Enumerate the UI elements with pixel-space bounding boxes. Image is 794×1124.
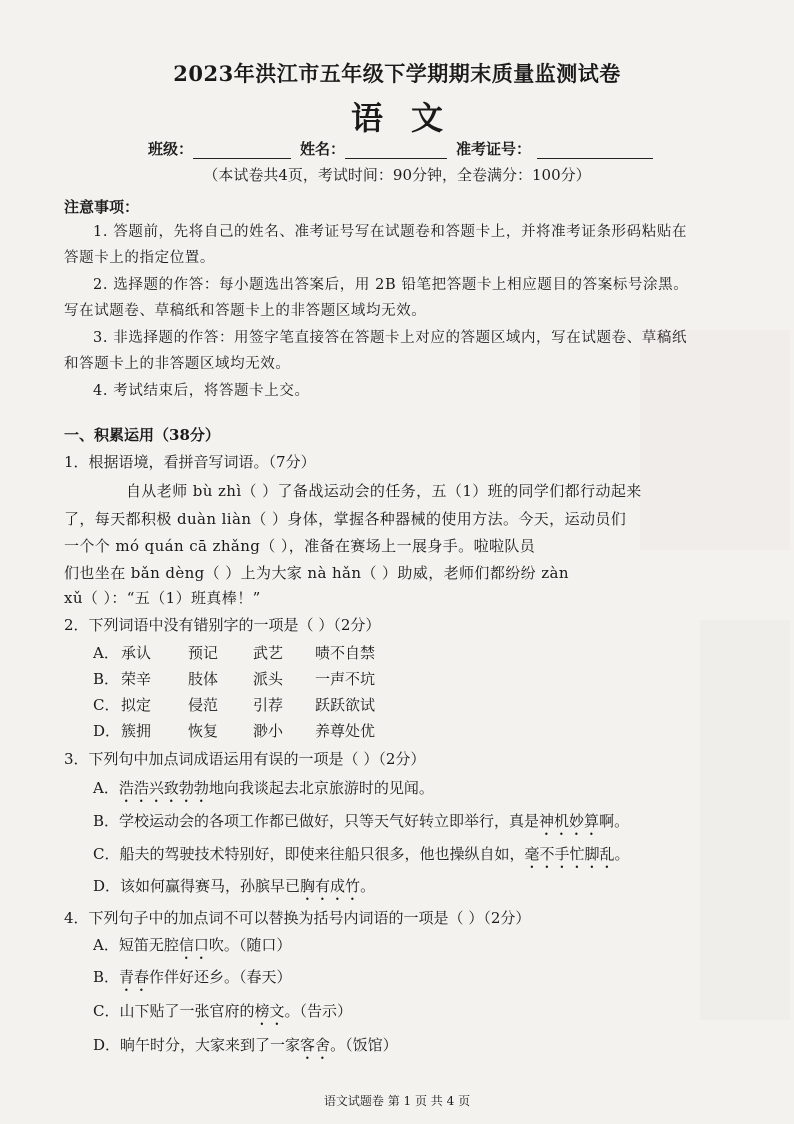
question-2-option-a xyxy=(93,642,793,664)
question-1-stem: 1．根据语境，看拼音写词语。（7分） xyxy=(64,453,316,471)
option-label: A． xyxy=(93,644,119,662)
option-label: A． xyxy=(93,779,119,797)
option-text: 短笛无腔 xyxy=(118,936,179,954)
exam-info: （本试卷共4页，考试时间：90分钟，全卷满分：100分） xyxy=(203,166,591,184)
option-word: 荣辛 xyxy=(121,670,152,688)
question-2-option-b xyxy=(93,668,793,690)
option-label: B． xyxy=(93,968,120,986)
dotted-phrase: 榜文 xyxy=(254,1002,285,1020)
option-word: 啧不自禁 xyxy=(315,644,376,662)
question-4-option-a xyxy=(93,934,291,963)
question-3-option-c xyxy=(93,843,630,872)
notice-line: 答题卡上的指定位置。 xyxy=(64,250,215,266)
notice-title: 注意事项： xyxy=(64,198,140,216)
exam-id-label: 准考证号： xyxy=(456,140,532,158)
option-label: B． xyxy=(93,670,120,688)
question-3-option-d xyxy=(93,875,375,904)
option-label: C． xyxy=(93,845,120,863)
option-text: 船夫的驾驶技术特别好，即使来往船只很多，他也操纵自如， xyxy=(119,845,525,863)
question-4-option-c xyxy=(93,1000,352,1029)
question-3-option-b xyxy=(93,810,629,839)
notice-line: 写在试题卷、草稿纸和答题卡上的非答题区域均无效。 xyxy=(64,303,427,319)
option-text: 地向我谈起去北京旅游时的见闻。 xyxy=(208,779,434,797)
bleed-through-mark xyxy=(640,330,790,550)
exam-title: 2023年洪江市五年级下学期期末质量监测试卷 xyxy=(173,61,621,86)
option-text: 。（饭馆） xyxy=(330,1036,398,1054)
option-word: 派头 xyxy=(253,670,284,688)
option-text: 山下贴了一张官府的 xyxy=(119,1002,255,1020)
page-footer: 语文试题卷 第 1 页 共 4 页 xyxy=(323,1094,471,1108)
notice-line: 1. 答题前，先将自己的姓名、准考证号写在试题卷和答题卡上，并将准考证条形码粘贴在 xyxy=(93,224,688,240)
name-label: 姓名： xyxy=(300,140,346,158)
option-text: 学校运动会的各项工作都已做好，只等天气好转立即举行，真是 xyxy=(119,812,540,830)
question-4-option-d xyxy=(93,1034,398,1063)
option-word: 武艺 xyxy=(253,644,284,662)
dotted-phrase: 信口 xyxy=(178,936,209,954)
question-1-line: 们也坐在 bǎn dèng（ ）上为大家 nà hǎn（ ）助威，老师们都纷纷 zàn xyxy=(64,564,569,582)
class-label: 班级： xyxy=(148,140,194,158)
dotted-phrase: 毫不手忙脚乱 xyxy=(524,845,615,863)
option-word: 拟定 xyxy=(121,696,152,714)
option-label: B． xyxy=(93,812,120,830)
option-word: 承认 xyxy=(121,644,152,662)
option-text: 。 xyxy=(614,845,630,863)
class-field[interactable] xyxy=(193,158,291,159)
option-text: 吹。（随口） xyxy=(208,936,292,954)
question-1-line: 自从老师 bù zhì（ ）了备战运动会的任务，五（1）班的同学们都行动起来 xyxy=(126,482,642,500)
notice-line: 和答题卡上的非答题区域均无效。 xyxy=(64,356,291,372)
option-word: 养尊处优 xyxy=(315,722,376,740)
option-word: 引荐 xyxy=(253,696,284,714)
option-word: 簇拥 xyxy=(121,722,152,740)
option-text: 作伴好还乡。（春天） xyxy=(149,968,292,986)
question-3-option-a xyxy=(93,777,434,806)
name-field[interactable] xyxy=(345,158,447,159)
question-2-option-c xyxy=(93,694,793,716)
option-word: 渺小 xyxy=(253,722,284,740)
option-text: 啊。 xyxy=(599,812,630,830)
dotted-phrase: 胸有成竹 xyxy=(300,877,361,895)
question-4-option-b xyxy=(93,966,292,995)
dotted-phrase: 青春 xyxy=(119,968,150,986)
question-3-stem: 3．下列句中加点词成语运用有误的一项是（ ）（2分） xyxy=(64,750,426,768)
option-word: 预记 xyxy=(188,644,219,662)
dotted-phrase: 浩浩兴致勃勃 xyxy=(118,779,209,797)
option-label: D． xyxy=(93,1036,121,1054)
question-1-line: 一个个 mó quán cā zhǎng（ ），准备在赛场上一展身手。啦啦队员 xyxy=(64,537,536,555)
option-text: 。 xyxy=(360,877,376,895)
question-2-stem: 2．下列词语中没有错别字的一项是（ ）（2分） xyxy=(64,616,381,634)
option-word: 恢复 xyxy=(188,722,219,740)
option-label: C． xyxy=(93,1002,120,1020)
question-4-stem: 4．下列句子中的加点词不可以替换为括号内词语的一项是（ ）（2分） xyxy=(64,909,531,927)
option-label: C． xyxy=(93,696,120,714)
option-text: 。（告示） xyxy=(284,1002,353,1020)
notice-line: 4. 考试结束后，将答题卡上交。 xyxy=(93,383,310,399)
dotted-phrase: 神机妙算 xyxy=(539,812,600,830)
option-label: A． xyxy=(93,936,119,954)
notice-line: 2. 选择题的作答：每小题选出答案后，用 2B 铅笔把答题卡上相应题目的答案标号涂黑。 xyxy=(93,277,689,293)
question-1-line: xǔ（ ）：“五（1）班真棒！” xyxy=(64,589,261,607)
exam-id-field[interactable] xyxy=(537,158,653,159)
question-2-option-d xyxy=(93,720,793,742)
option-word: 肢体 xyxy=(188,670,219,688)
dotted-phrase: 客舍 xyxy=(300,1036,331,1054)
question-1-line: 了，每天都积极 duàn liàn（ ）身体，掌握各种器械的使用方法。今天，运动员们 xyxy=(64,510,627,528)
option-text: 晌午时分，大家来到了一家 xyxy=(120,1036,301,1054)
section-heading: 一、积累运用（38分） xyxy=(64,426,220,444)
option-word: 跃跃欲试 xyxy=(315,696,376,714)
option-label: D． xyxy=(93,722,121,740)
option-word: 一声不坑 xyxy=(315,670,376,688)
notice-line: 3. 非选择题的作答：用签字笔直接答在答题卡上对应的答题区域内，写在试题卷、草稿纸 xyxy=(93,330,688,346)
option-word: 侵范 xyxy=(188,696,219,714)
option-text: 该如何赢得赛马，孙膑早已 xyxy=(120,877,301,895)
subject-title: 语文 xyxy=(350,99,471,137)
option-label: D． xyxy=(93,877,121,895)
